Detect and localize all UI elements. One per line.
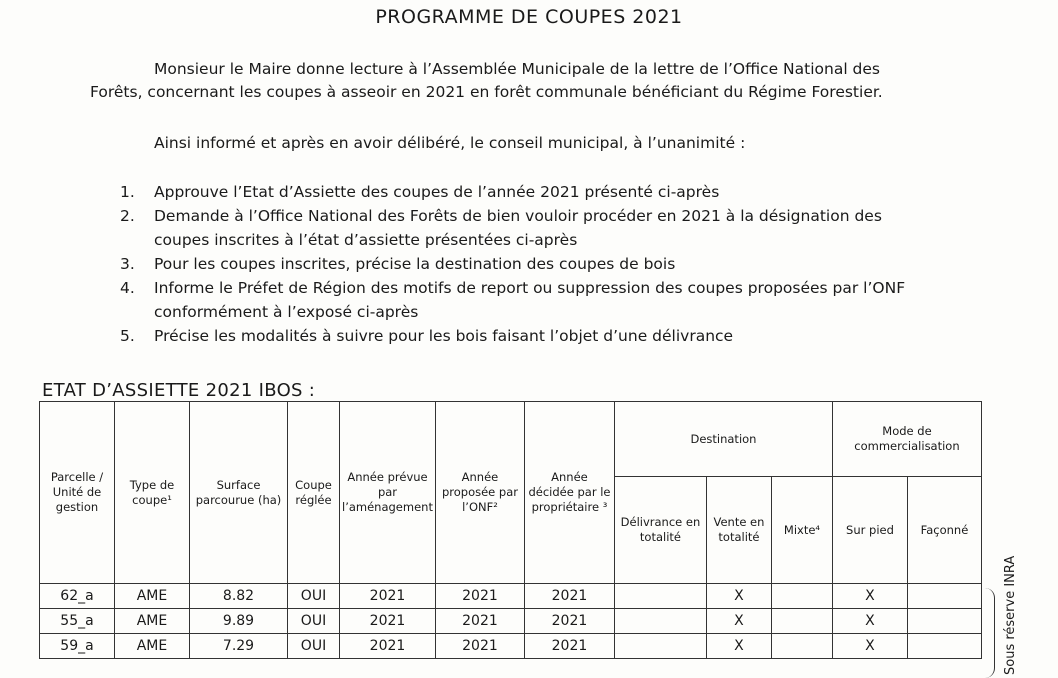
cell-delivrance xyxy=(614,609,706,634)
cell-surface: 7.29 xyxy=(190,634,288,659)
table-row xyxy=(40,634,982,659)
cell-surface: 8.82 xyxy=(190,584,288,609)
cell-sur-pied: X xyxy=(832,609,907,634)
cell-proprietaire: 2021 xyxy=(524,634,614,659)
cell-reglee: OUI xyxy=(288,634,340,659)
cell-amenagement: 2021 xyxy=(340,584,436,609)
side-note: Sous réserve INRA xyxy=(1003,555,1018,675)
list-item xyxy=(120,180,928,204)
intro-paragraph xyxy=(90,58,930,104)
table-row xyxy=(40,609,982,634)
header-delivrance: Délivrance en totalité xyxy=(614,477,706,584)
cell-parcelle: 55_a xyxy=(40,609,115,634)
cell-delivrance xyxy=(614,584,706,609)
list-item xyxy=(120,252,928,276)
bracket-mark xyxy=(982,588,995,678)
cell-mixte xyxy=(771,634,832,659)
list-item-text: Précise les modalités à suivre pour les bois faisant l’objet d’une délivrance xyxy=(154,327,734,345)
cell-mixte xyxy=(771,584,832,609)
cell-vente: X xyxy=(706,634,771,659)
cell-faconne xyxy=(907,609,981,634)
list-item-text: Demande à l’Office National des Forêts de bien vouloir procéder en 2021 à la désignation des coupes inscrites à l’état d’assiette présentées ci-après xyxy=(154,207,882,249)
cell-reglee: OUI xyxy=(288,584,340,609)
header-type: Type de coupe¹ xyxy=(115,402,190,584)
cell-amenagement: 2021 xyxy=(340,634,436,659)
list-item-number: 2. xyxy=(120,207,135,225)
cell-faconne xyxy=(907,634,981,659)
table-row xyxy=(40,584,982,609)
document-title: PROGRAMME DE COUPES 2021 xyxy=(375,6,683,28)
cell-parcelle: 59_a xyxy=(40,634,115,659)
cell-sur-pied: X xyxy=(832,584,907,609)
header-parcelle: Parcelle / Unité de gestion xyxy=(40,402,115,584)
deliberation-paragraph: Ainsi informé et après en avoir délibéré, le conseil municipal, à l’unanimité : xyxy=(154,134,746,152)
list-item xyxy=(120,204,928,252)
header-mode-commercialisation: Mode de commercialisation xyxy=(832,402,981,477)
list-item-number: 5. xyxy=(120,327,135,345)
intro-paragraph-text: Monsieur le Maire donne lecture à l’Assemblée Municipale de la lettre de l’Office National des Forêts, concernant les coupes à asseoir en 2021 en forêt communale bénéficiant du Régime Forestier. xyxy=(90,60,883,101)
cell-onf: 2021 xyxy=(435,609,524,634)
header-annee-onf: Année proposée par l’ONF² xyxy=(435,402,524,584)
cell-type: AME xyxy=(115,584,190,609)
header-vente: Vente en totalité xyxy=(706,477,771,584)
cell-parcelle: 62_a xyxy=(40,584,115,609)
cell-onf: 2021 xyxy=(435,634,524,659)
cell-vente: X xyxy=(706,609,771,634)
cell-amenagement: 2021 xyxy=(340,609,436,634)
list-item-text: Approuve l’Etat d’Assiette des coupes de l’année 2021 présenté ci-après xyxy=(154,183,720,201)
header-destination: Destination xyxy=(614,402,832,477)
list-item-number: 1. xyxy=(120,183,135,201)
decision-list xyxy=(120,180,928,348)
cell-reglee: OUI xyxy=(288,609,340,634)
list-item-number: 3. xyxy=(120,255,135,273)
cell-vente: X xyxy=(706,584,771,609)
header-annee-proprietaire: Année décidée par le propriétaire ³ xyxy=(524,402,614,584)
header-row xyxy=(40,402,982,477)
section-title: ETAT D’ASSIETTE 2021 IBOS : xyxy=(42,380,316,401)
assiette-table xyxy=(39,401,982,659)
cell-sur-pied: X xyxy=(832,634,907,659)
header-sur-pied: Sur pied xyxy=(832,477,907,584)
cell-proprietaire: 2021 xyxy=(524,609,614,634)
list-item-number: 4. xyxy=(120,279,135,297)
header-mixte: Mixte⁴ xyxy=(771,477,832,584)
cell-faconne xyxy=(907,584,981,609)
header-annee-amenagement: Année prévue par l’aménagement xyxy=(340,402,436,584)
header-coupe-reglee: Coupe réglée xyxy=(288,402,340,584)
header-surface: Surface parcourue (ha) xyxy=(190,402,288,584)
list-item-text: Informe le Préfet de Région des motifs de report ou suppression des coupes proposées par l’ONF conformément à l’exposé ci-après xyxy=(154,279,906,321)
cell-surface: 9.89 xyxy=(190,609,288,634)
cell-type: AME xyxy=(115,609,190,634)
list-item xyxy=(120,276,928,324)
list-item xyxy=(120,324,928,348)
cell-onf: 2021 xyxy=(435,584,524,609)
cell-mixte xyxy=(771,609,832,634)
header-faconne: Façonné xyxy=(907,477,981,584)
list-item-text: Pour les coupes inscrites, précise la destination des coupes de bois xyxy=(154,255,676,273)
cell-proprietaire: 2021 xyxy=(524,584,614,609)
cell-delivrance xyxy=(614,634,706,659)
cell-type: AME xyxy=(115,634,190,659)
